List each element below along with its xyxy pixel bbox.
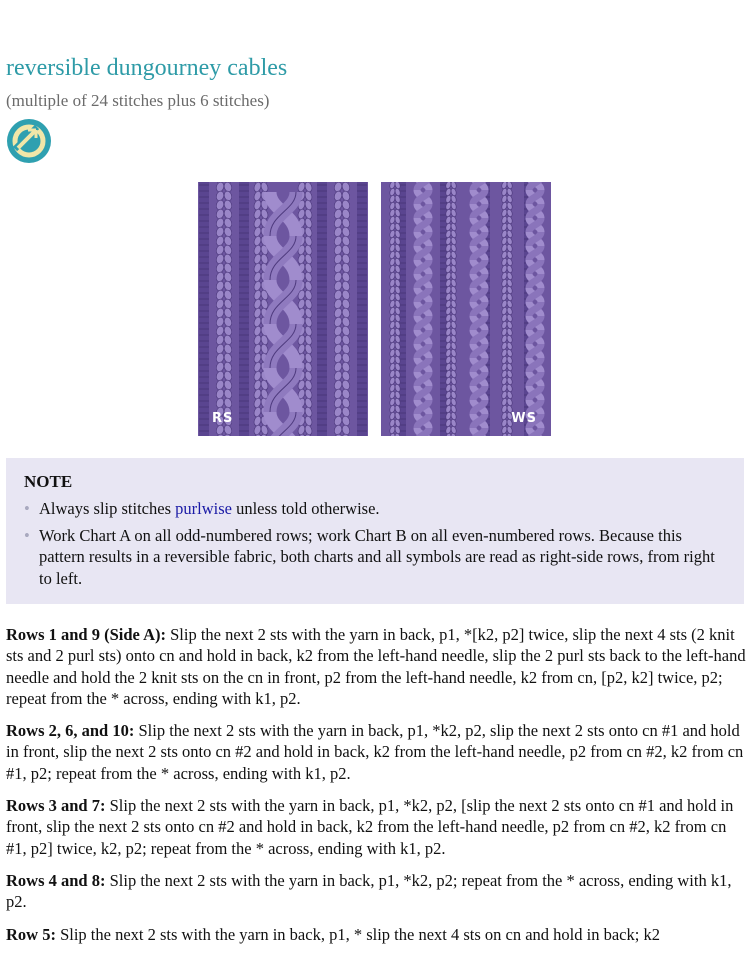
note-item <box>24 498 726 520</box>
row-text: Slip the next 2 sts with the yarn in back, p1, *k2, p2, slip the next 2 sts onto cn #1 and hold in front, slip the next 2 sts onto cn #2 and hold in back, k2 from the left-hand needle, p2 from cn #2, k2 from cn #1, p2; repeat from the * across, ending with k1, p2. <box>6 721 744 783</box>
row-instruction <box>6 624 746 709</box>
row-instruction <box>6 924 746 945</box>
ws-label: WS <box>511 411 537 426</box>
rs-swatch-photo <box>198 182 368 436</box>
row-label: Rows 3 and 7: <box>6 796 106 816</box>
row-label: Row 5: <box>6 924 56 944</box>
note-text: Work Chart A on all odd-numbered rows; work Chart B on all even-numbered rows. Because this pattern results in a reversible fabric, both charts and all symbols are read as right-side rows, from right to left. <box>39 525 715 588</box>
row-text: Slip the next 2 sts with the yarn in back, p1, * slip the next 4 sts on cn and hold in back; k2 <box>55 924 660 944</box>
purlwise-link[interactable]: purlwise <box>175 499 232 518</box>
ws-swatch-photo <box>381 182 551 436</box>
bullet: • <box>24 499 30 518</box>
row-label: Rows 2, 6, and 10: <box>6 721 135 741</box>
row-instruction <box>6 795 746 859</box>
row-label: Rows 4 and 8: <box>6 870 106 890</box>
bullet: • <box>24 525 30 545</box>
note-box <box>6 458 744 604</box>
row-instructions <box>6 624 746 956</box>
stitch-multiple: (multiple of 24 stitches plus 6 stitches) <box>6 91 270 110</box>
note-text: Always slip stitches <box>39 499 176 518</box>
note-item <box>24 525 726 590</box>
row-text: Slip the next 2 sts with the yarn in back, p1, *k2, p2, [slip the next 2 sts onto cn #1 and hold in front, slip the next 2 sts onto cn #2 and hold in back, k2 from the left-hand needle, p2 from cn #2, k2 from cn #1, p2] twice, k2, p2; repeat from the * across, ending with k1, p2. <box>6 796 734 858</box>
page-title: reversible dungourney cables <box>6 55 288 81</box>
row-instruction <box>6 720 746 784</box>
reversible-icon <box>6 118 52 164</box>
note-heading: NOTE <box>24 472 73 491</box>
note-text: unless told otherwise. <box>231 499 380 518</box>
note-list <box>24 498 726 589</box>
row-label: Rows 1 and 9 (Side A): <box>6 625 166 644</box>
row-text: Slip the next 2 sts with the yarn in back, p1, *[k2, p2] twice, slip the next 4 sts (2 knit sts and 2 purl sts) onto cn and hold in back, k2 from the left-hand needle, slip the 2 purl sts back to the left-hand needle and hold the 2 knit sts on the cn in front, p2 from the left-hand needle, k2 from cn, [p2, k2] twice, p2; repeat from the * across, ending with k1, p2. <box>6 625 746 708</box>
rs-label: RS <box>212 411 234 426</box>
row-text: Slip the next 2 sts with the yarn in back, p1, *k2, p2; repeat from the * across, ending with k1, p2. <box>6 870 732 912</box>
row-instruction <box>6 870 746 913</box>
